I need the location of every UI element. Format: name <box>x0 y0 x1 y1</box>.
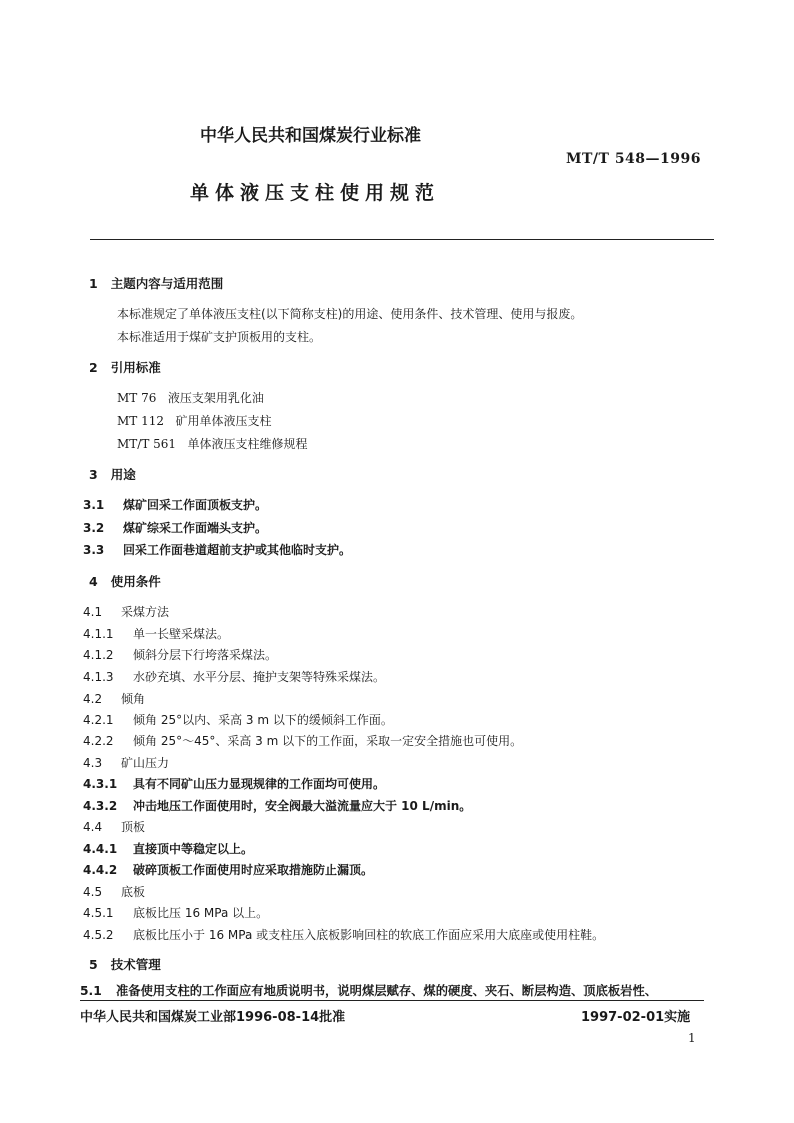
clause-number: 4.4 <box>83 820 103 834</box>
standard-code: MT/T 548—1996 <box>566 151 702 167</box>
clause-text: 煤矿回采工作面顶板支护。 <box>123 498 268 512</box>
clause-text: 冲击地压工作面使用时，安全阀最大溢流量应大于 10 L/min。 <box>133 799 472 813</box>
paragraph: 本标准适用于煤矿支护顶板用的支柱。 <box>117 330 322 344</box>
clause-text: 采煤方法 <box>121 605 170 619</box>
clause-text: 准备使用支柱的工作面应有地质说明书，说明煤层赋存、煤的硬度、夹石、断层构造、顶底板岩性、 <box>116 984 658 998</box>
clause-item <box>83 818 145 835</box>
clause-text: 倾斜分层下行垮落采煤法。 <box>133 648 278 662</box>
clause-text: 倾角 25°～45°、采高 3 m 以下的工作面，采取一定安全措施也可使用。 <box>133 734 523 748</box>
clause-number: 4.5 <box>83 885 103 899</box>
section-number: 5 <box>89 957 98 972</box>
clause-number: 4.2.1 <box>83 713 114 727</box>
clause-text: 倾角 <box>121 692 146 706</box>
clause-number: 3.2 <box>83 521 105 535</box>
clause-item <box>83 904 268 921</box>
section-title: 用途 <box>110 467 136 482</box>
clause-item <box>83 732 522 749</box>
clause-number: 4.1 <box>83 605 103 619</box>
clause-number: 4.5.1 <box>83 906 114 920</box>
clause-text: 水砂充填、水平分层、掩护支架等特殊采煤法。 <box>133 670 386 684</box>
reference-item <box>117 389 264 406</box>
section-title: 技术管理 <box>110 957 161 972</box>
clause-item <box>83 883 145 900</box>
clause-text: 倾角 25°以内、采高 3 m 以下的缓倾斜工作面。 <box>133 713 393 727</box>
clause-item <box>83 603 169 620</box>
clause-text: 具有不同矿山压力显现规律的工作面均可使用。 <box>133 777 386 791</box>
document-title: 单体液压支柱使用规范 <box>190 182 441 204</box>
clause-item <box>83 541 351 558</box>
clause-item <box>83 711 393 728</box>
clause-text: 底板 <box>121 885 146 899</box>
issuing-organization: 中华人民共和国煤炭行业标准 <box>200 126 421 146</box>
reference-code: MT 76 <box>117 391 157 405</box>
clause-text: 煤矿综采工作面端头支护。 <box>123 521 268 535</box>
page-number: 1 <box>688 1031 696 1045</box>
clause-text: 底板比压 16 MPa 以上。 <box>133 906 269 920</box>
clause-item <box>83 625 229 642</box>
clause-number: 4.4.2 <box>83 863 118 877</box>
reference-name: 矿用单体液压支柱 <box>175 414 272 428</box>
clause-text: 矿山压力 <box>121 756 170 770</box>
clause-item <box>83 797 471 814</box>
section-title: 使用条件 <box>110 574 161 589</box>
implementation-date: 1997-02-01实施 <box>581 1010 691 1025</box>
approval-note: 中华人民共和国煤炭工业部1996-08-14批准 <box>80 1010 346 1025</box>
clause-item <box>83 646 277 663</box>
clause-number: 4.4.1 <box>83 842 118 856</box>
clause-text: 底板比压小于 16 MPa 或支柱压入底板影响回柱的软底工作面应采用大底座或使用柱鞋。 <box>133 928 605 942</box>
header-divider <box>90 239 714 240</box>
clause-item <box>83 861 373 878</box>
section-title: 主题内容与适用范围 <box>110 276 224 291</box>
clause-number: 4.3.2 <box>83 799 118 813</box>
reference-name: 液压支架用乳化油 <box>167 391 264 405</box>
clause-number: 5.1 <box>80 984 102 998</box>
reference-code: MT/T 561 <box>117 437 177 451</box>
clause-number: 4.1.2 <box>83 648 114 662</box>
reference-code: MT 112 <box>117 414 165 428</box>
clause-item <box>83 775 385 792</box>
clause-number: 4.1.1 <box>83 627 114 641</box>
section-number: 4 <box>89 574 98 589</box>
section-5-heading <box>89 955 161 973</box>
clause-number: 4.3.1 <box>83 777 118 791</box>
clause-number: 4.2 <box>83 692 103 706</box>
clause-text: 破碎顶板工作面使用时应采取措施防止漏顶。 <box>133 863 374 877</box>
reference-name: 单体液压支柱维修规程 <box>187 437 308 451</box>
clause-item <box>83 496 267 513</box>
footer-divider <box>80 1000 704 1001</box>
clause-item <box>83 840 253 857</box>
clause-item <box>80 981 657 999</box>
clause-number: 3.3 <box>83 543 105 557</box>
clause-item <box>83 690 145 707</box>
section-4-heading <box>89 572 161 590</box>
clause-text: 单一长壁采煤法。 <box>133 627 230 641</box>
section-number: 2 <box>89 360 98 375</box>
clause-number: 3.1 <box>83 498 105 512</box>
section-title: 引用标准 <box>110 360 161 375</box>
clause-text: 回采工作面巷道超前支护或其他临时支护。 <box>123 543 352 557</box>
clause-item <box>83 926 604 943</box>
clause-number: 4.1.3 <box>83 670 114 684</box>
clause-number: 4.3 <box>83 756 103 770</box>
clause-text: 顶板 <box>121 820 146 834</box>
section-2-heading <box>89 358 161 376</box>
paragraph: 本标准规定了单体液压支柱(以下简称支柱)的用途、使用条件、技术管理、使用与报废。 <box>117 307 583 321</box>
section-number: 1 <box>89 276 98 291</box>
clause-item <box>83 754 169 771</box>
section-number: 3 <box>89 467 98 482</box>
section-1-heading <box>89 274 223 292</box>
reference-item <box>117 435 308 452</box>
clause-text: 直接顶中等稳定以上。 <box>133 842 254 856</box>
clause-number: 4.5.2 <box>83 928 114 942</box>
clause-item <box>83 519 267 536</box>
section-3-heading <box>89 465 136 483</box>
clause-item <box>83 668 385 685</box>
clause-number: 4.2.2 <box>83 734 114 748</box>
reference-item <box>117 412 271 429</box>
